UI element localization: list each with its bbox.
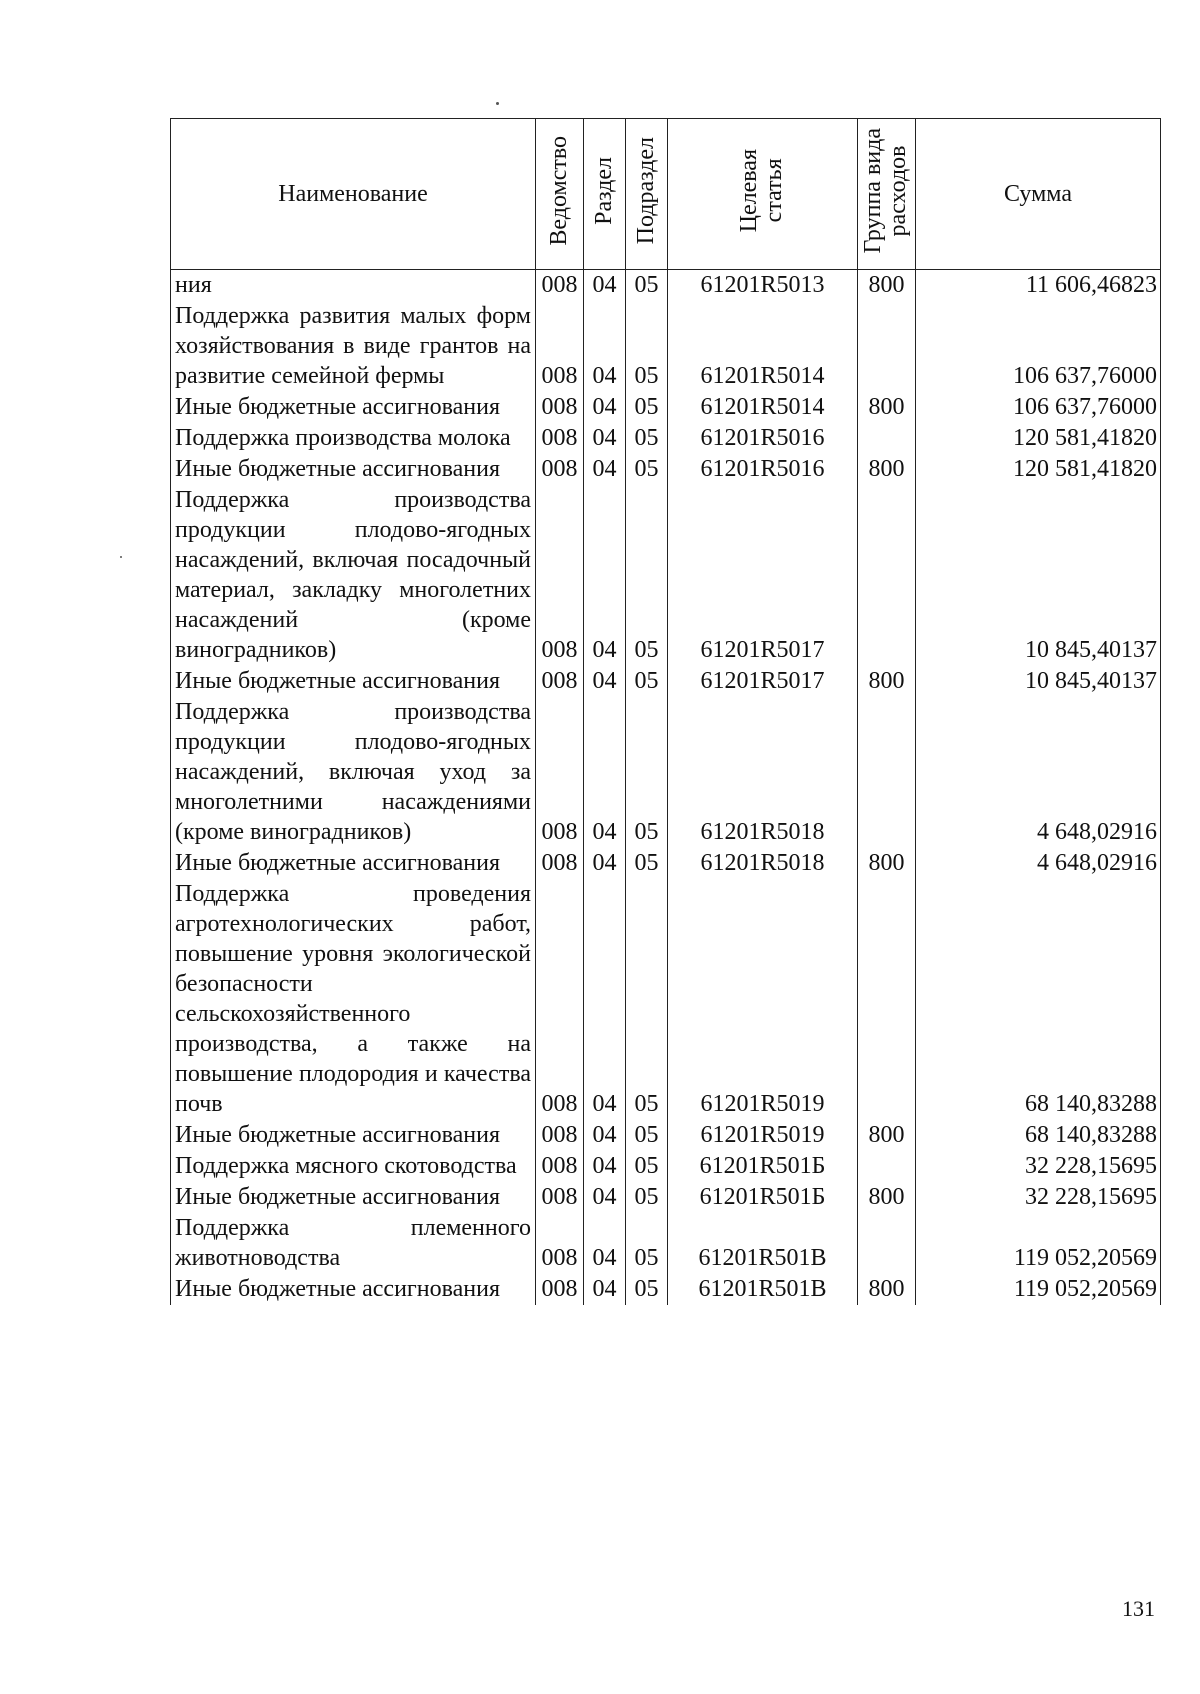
row-vedomstvo: 008: [536, 423, 584, 454]
row-name: Поддержка производства продукции плодово-ягодных насаждений, включая посадочный материал, закладку многолетних насаждений (кроме виноградников): [171, 485, 536, 666]
row-razdel: 04: [584, 879, 626, 1120]
scan-speck: [496, 102, 499, 105]
row-podrazdel: 05: [626, 1213, 668, 1274]
table-row: [171, 848, 1161, 879]
table-row: [171, 879, 1161, 1120]
header-podrazdel: Подраздел: [626, 119, 668, 270]
row-razdel: 04: [584, 1213, 626, 1274]
row-gruppa: [858, 301, 916, 392]
row-vedomstvo: 008: [536, 879, 584, 1120]
row-razdel: 04: [584, 423, 626, 454]
row-celevaya-statya: 61201R501В: [668, 1274, 858, 1305]
header-razdel: Раздел: [584, 119, 626, 270]
row-name: Поддержка племенного животноводства: [171, 1213, 536, 1274]
row-name: Поддержка развития малых форм хозяйствования в виде грантов на развитие семейной фермы: [171, 301, 536, 392]
table-row: [171, 1182, 1161, 1213]
row-celevaya-statya: 61201R5016: [668, 423, 858, 454]
table-header: [171, 119, 1161, 270]
row-gruppa: [858, 1213, 916, 1274]
table-row: [171, 666, 1161, 697]
row-summa: 120 581,41820: [916, 454, 1161, 485]
row-podrazdel: 05: [626, 454, 668, 485]
row-summa: 119 052,20569: [916, 1213, 1161, 1274]
row-vedomstvo: 008: [536, 1182, 584, 1213]
header-name: Наименование: [171, 119, 536, 270]
row-podrazdel: 05: [626, 301, 668, 392]
row-celevaya-statya: 61201R501Б: [668, 1151, 858, 1182]
row-name: Иные бюджетные ассигнования: [171, 392, 536, 423]
row-summa: 106 637,76000: [916, 392, 1161, 423]
row-vedomstvo: 008: [536, 1120, 584, 1151]
row-summa: 119 052,20569: [916, 1274, 1161, 1305]
row-celevaya-statya: 61201R501В: [668, 1213, 858, 1274]
row-name: Поддержка производства продукции плодово-ягодных насаждений, включая уход за многолетними насаждениями (кроме виноградников): [171, 697, 536, 848]
row-celevaya-statya: 61201R5017: [668, 485, 858, 666]
row-gruppa: [858, 1151, 916, 1182]
page-number: 131: [1122, 1596, 1155, 1621]
row-gruppa: 800: [858, 666, 916, 697]
table-row: [171, 301, 1161, 392]
row-gruppa: [858, 485, 916, 666]
row-name: Иные бюджетные ассигнования: [171, 666, 536, 697]
row-vedomstvo: 008: [536, 1151, 584, 1182]
row-celevaya-statya: 61201R5018: [668, 848, 858, 879]
row-gruppa: [858, 697, 916, 848]
row-summa: 4 648,02916: [916, 697, 1161, 848]
table-row: [171, 1151, 1161, 1182]
row-podrazdel: 05: [626, 423, 668, 454]
table-row: [171, 697, 1161, 848]
row-gruppa: 800: [858, 1182, 916, 1213]
row-vedomstvo: 008: [536, 697, 584, 848]
row-razdel: 04: [584, 697, 626, 848]
row-podrazdel: 05: [626, 1182, 668, 1213]
row-name: Поддержка производства молока: [171, 423, 536, 454]
row-vedomstvo: 008: [536, 392, 584, 423]
row-podrazdel: 05: [626, 392, 668, 423]
row-celevaya-statya: 61201R5014: [668, 301, 858, 392]
table-row: [171, 485, 1161, 666]
row-razdel: 04: [584, 392, 626, 423]
row-razdel: 04: [584, 848, 626, 879]
table-row: [171, 392, 1161, 423]
row-celevaya-statya: 61201R5016: [668, 454, 858, 485]
row-celevaya-statya: 61201R501Б: [668, 1182, 858, 1213]
row-vedomstvo: 008: [536, 270, 584, 302]
row-razdel: 04: [584, 1274, 626, 1305]
row-gruppa: 800: [858, 1274, 916, 1305]
row-gruppa: 800: [858, 848, 916, 879]
row-razdel: 04: [584, 1182, 626, 1213]
row-gruppa: 800: [858, 1120, 916, 1151]
row-celevaya-statya: 61201R5019: [668, 879, 858, 1120]
row-podrazdel: 05: [626, 1151, 668, 1182]
row-name: ния: [171, 270, 536, 302]
row-summa: 32 228,15695: [916, 1182, 1161, 1213]
row-gruppa: [858, 423, 916, 454]
row-gruppa: 800: [858, 392, 916, 423]
row-podrazdel: 05: [626, 666, 668, 697]
row-vedomstvo: 008: [536, 848, 584, 879]
row-summa: 10 845,40137: [916, 485, 1161, 666]
row-razdel: 04: [584, 301, 626, 392]
row-celevaya-statya: 61201R5019: [668, 1120, 858, 1151]
row-name: Иные бюджетные ассигнования: [171, 1120, 536, 1151]
row-summa: 120 581,41820: [916, 423, 1161, 454]
row-summa: 68 140,83288: [916, 1120, 1161, 1151]
row-name: Поддержка мясного скотоводства: [171, 1151, 536, 1182]
row-podrazdel: 05: [626, 1274, 668, 1305]
row-summa: 4 648,02916: [916, 848, 1161, 879]
row-gruppa: [858, 879, 916, 1120]
row-celevaya-statya: 61201R5018: [668, 697, 858, 848]
row-summa: 11 606,46823: [916, 270, 1161, 302]
header-celevaya-statya: Целевая статья: [668, 119, 858, 270]
row-name: Иные бюджетные ассигнования: [171, 1182, 536, 1213]
row-summa: 106 637,76000: [916, 301, 1161, 392]
table-row: [171, 1213, 1161, 1274]
row-vedomstvo: 008: [536, 301, 584, 392]
row-vedomstvo: 008: [536, 666, 584, 697]
row-razdel: 04: [584, 1151, 626, 1182]
header-vedomstvo: Ведомство: [536, 119, 584, 270]
row-vedomstvo: 008: [536, 485, 584, 666]
row-razdel: 04: [584, 270, 626, 302]
row-vedomstvo: 008: [536, 454, 584, 485]
row-razdel: 04: [584, 1120, 626, 1151]
row-celevaya-statya: 61201R5013: [668, 270, 858, 302]
table-row: [171, 1274, 1161, 1305]
row-summa: 68 140,83288: [916, 879, 1161, 1120]
row-podrazdel: 05: [626, 485, 668, 666]
table-row: [171, 423, 1161, 454]
row-podrazdel: 05: [626, 1120, 668, 1151]
row-vedomstvo: 008: [536, 1213, 584, 1274]
table-row: [171, 1120, 1161, 1151]
header-gruppa-vida-rashodov: Группа вида расходов: [858, 119, 916, 270]
row-podrazdel: 05: [626, 697, 668, 848]
row-podrazdel: 05: [626, 879, 668, 1120]
row-celevaya-statya: 61201R5017: [668, 666, 858, 697]
row-gruppa: 800: [858, 270, 916, 302]
row-podrazdel: 05: [626, 270, 668, 302]
row-summa: 32 228,15695: [916, 1151, 1161, 1182]
row-razdel: 04: [584, 454, 626, 485]
row-podrazdel: 05: [626, 848, 668, 879]
header-summa: Сумма: [916, 119, 1161, 270]
row-gruppa: 800: [858, 454, 916, 485]
row-razdel: 04: [584, 485, 626, 666]
table-row: [171, 270, 1161, 302]
row-vedomstvo: 008: [536, 1274, 584, 1305]
row-name: Иные бюджетные ассигнования: [171, 454, 536, 485]
row-name: Поддержка проведения агротехнологических работ, повышение уровня экологической безопасности сельскохозяйственного производства, а также на повышение плодородия и качества почв: [171, 879, 536, 1120]
budget-table: [170, 118, 1161, 1305]
table-body: [171, 270, 1161, 1306]
row-name: Иные бюджетные ассигнования: [171, 848, 536, 879]
scan-speck: [120, 556, 122, 558]
row-name: Иные бюджетные ассигнования: [171, 1274, 536, 1305]
table-row: [171, 454, 1161, 485]
row-summa: 10 845,40137: [916, 666, 1161, 697]
budget-table-page: [170, 118, 1160, 1305]
row-razdel: 04: [584, 666, 626, 697]
row-celevaya-statya: 61201R5014: [668, 392, 858, 423]
